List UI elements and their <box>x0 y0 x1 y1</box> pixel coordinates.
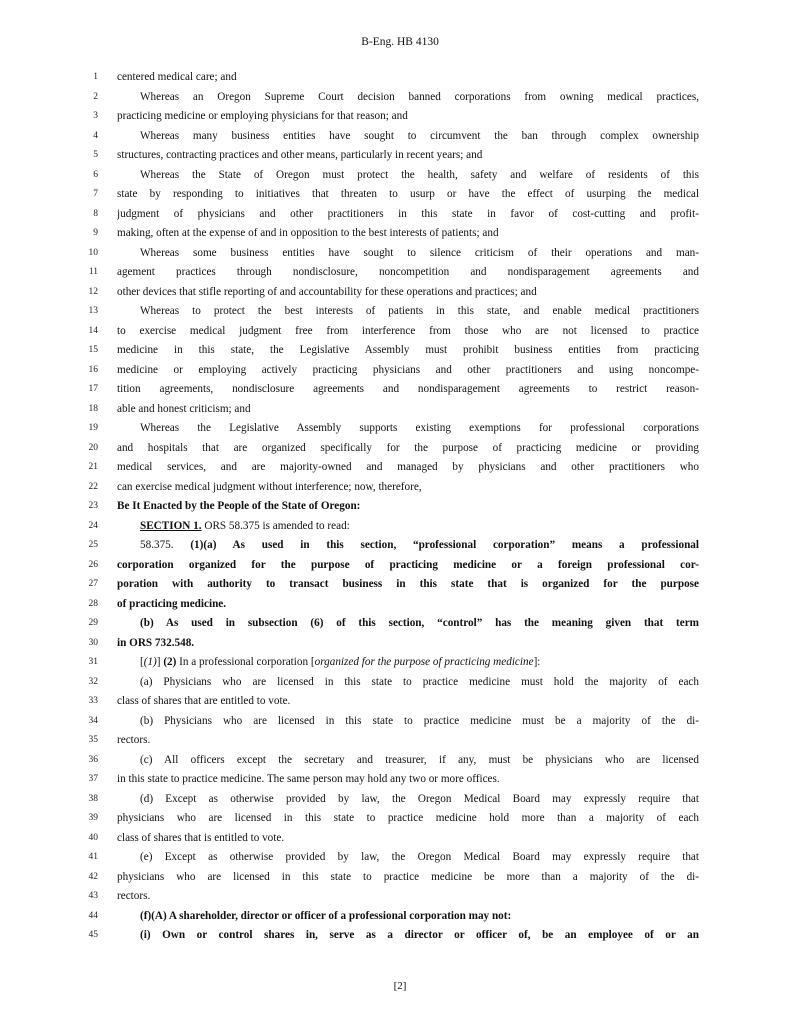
line-text <box>117 458 699 478</box>
line-text <box>140 419 699 439</box>
line-text <box>117 68 699 88</box>
line-text <box>117 341 699 361</box>
text-segment: agement practices through nondisclosure, noncompetition and nondisparagement agreements and <box>117 266 699 278</box>
line-text <box>117 400 699 420</box>
line-text <box>117 185 699 205</box>
text-segment: Whereas an Oregon Supreme Court decision banned corporations from owning medical practices, <box>140 90 699 103</box>
text-segment: (1) <box>143 656 157 668</box>
text-segment: ORS 58.375 is amended to read: <box>201 519 350 532</box>
line-number: 35 <box>88 735 98 745</box>
bill-line <box>0 146 800 166</box>
bill-line <box>0 302 800 322</box>
line-text <box>140 673 699 693</box>
line-text <box>117 380 699 400</box>
line-number: 36 <box>88 754 98 765</box>
bill-line <box>0 419 800 439</box>
text-segment: In a professional corporation [ <box>176 656 315 668</box>
line-text <box>140 848 699 868</box>
line-number: 20 <box>88 442 98 453</box>
line-number: 30 <box>88 637 98 648</box>
bill-line <box>0 244 800 264</box>
line-number: 9 <box>93 228 98 238</box>
line-number: 19 <box>88 423 98 433</box>
line-text <box>140 653 699 673</box>
text-segment: in ORS 732.548. <box>117 636 195 649</box>
line-text <box>117 575 699 595</box>
text-segment: rectors. <box>117 890 151 902</box>
line-number: 39 <box>88 813 98 823</box>
line-number: 33 <box>88 696 98 706</box>
line-number: 41 <box>88 852 98 862</box>
bill-line <box>0 575 800 595</box>
line-number: 6 <box>93 169 98 180</box>
bill-line <box>0 848 800 868</box>
line-text <box>117 829 699 849</box>
line-number: 24 <box>88 520 98 531</box>
text-segment: tition agreements, nondisclosure agreements and nondisparagement agreements to restrict reason- <box>117 383 699 395</box>
text-segment: ] <box>156 656 164 668</box>
line-number: 4 <box>93 130 98 141</box>
line-text <box>117 497 699 517</box>
text-segment: making, often at the expense of and in opposition to the best interests of patients; and <box>117 227 499 239</box>
bill-line <box>0 263 800 283</box>
line-number: 5 <box>93 150 98 160</box>
line-text <box>117 731 699 751</box>
line-text <box>117 283 699 303</box>
line-text <box>117 595 699 615</box>
line-text <box>117 770 699 790</box>
bill-line <box>0 614 800 634</box>
line-number: 22 <box>88 481 98 492</box>
bill-line <box>0 458 800 478</box>
text-segment: class of shares that is entitled to vote. <box>117 831 285 844</box>
text-segment: Whereas some business entities have sought to silence criticism of their operations and man- <box>140 246 699 259</box>
line-text <box>117 478 699 498</box>
line-number: 45 <box>88 930 98 940</box>
line-number: 27 <box>88 579 98 589</box>
line-number: 3 <box>93 111 98 121</box>
bill-line <box>0 868 800 888</box>
line-number: 12 <box>88 286 98 297</box>
line-text <box>117 322 699 342</box>
line-number: 1 <box>93 72 98 82</box>
line-number: 42 <box>88 871 98 882</box>
line-text <box>140 614 699 634</box>
bill-line <box>0 322 800 342</box>
text-segment: centered medical care; and <box>117 71 237 83</box>
text-segment: Whereas the State of Oregon must protect the health, safety and welfare of residents of this <box>140 168 699 181</box>
line-text <box>117 107 699 127</box>
bill-line <box>0 166 800 186</box>
line-number: 15 <box>88 345 98 355</box>
line-number: 10 <box>88 247 98 258</box>
text-segment: structures, contracting practices and other means, particularly in recent years; and <box>117 149 483 161</box>
bill-line <box>0 205 800 225</box>
bill-line <box>0 673 800 693</box>
text-segment: ]: <box>533 656 541 668</box>
line-number: 23 <box>88 501 98 511</box>
line-text <box>117 868 699 888</box>
text-segment: medicine in this state, the Legislative Assembly must prohibit business entities from practicing <box>117 344 699 356</box>
bill-line <box>0 478 800 498</box>
line-number: 44 <box>88 910 98 921</box>
line-text <box>117 439 699 459</box>
bill-line <box>0 692 800 712</box>
bill-line <box>0 634 800 654</box>
bill-line <box>0 341 800 361</box>
line-text <box>117 263 699 283</box>
text-segment: Whereas to protect the best interests of patients in this state, and enable medical practitioners <box>140 305 699 317</box>
text-segment: (b) As used in subsection (6) of this section, “control” has the meaning given that term <box>140 617 699 629</box>
line-text <box>140 751 699 771</box>
bill-line <box>0 497 800 517</box>
line-text <box>140 127 699 147</box>
bill-line <box>0 829 800 849</box>
text-segment: other devices that stifle reporting of and accountability for these operations and practices; and <box>117 285 537 298</box>
line-text <box>117 556 699 576</box>
text-segment: (f)(A) A shareholder, director or officer of a professional corporation may not: <box>140 909 512 922</box>
text-segment: (d) Except as otherwise provided by law, the Oregon Medical Board may expressly require that <box>140 792 699 805</box>
text-segment: 58.375. <box>140 539 191 551</box>
line-number: 37 <box>88 774 98 784</box>
line-text <box>117 634 699 654</box>
line-number: 40 <box>88 832 98 843</box>
bill-line <box>0 887 800 907</box>
bill-text-body <box>0 68 800 946</box>
page-number: [2] <box>393 980 407 992</box>
text-segment: medical services, and are majority-owned and managed by physicians and other practitioners who <box>117 461 699 473</box>
line-number: 29 <box>88 618 98 628</box>
bill-line <box>0 439 800 459</box>
line-number: 8 <box>93 208 98 219</box>
bill-line <box>0 380 800 400</box>
text-segment: corporation organized for the purpose of practicing medicine or a foreign professional cor- <box>117 558 699 571</box>
line-number: 13 <box>88 306 98 316</box>
bill-line <box>0 907 800 927</box>
line-text <box>117 205 699 225</box>
text-segment: able and honest criticism; and <box>117 402 251 415</box>
line-text <box>140 517 699 537</box>
bill-line <box>0 107 800 127</box>
text-segment: (e) Except as otherwise provided by law, the Oregon Medical Board may expressly require that <box>140 851 699 863</box>
line-text <box>140 926 699 946</box>
bill-line <box>0 127 800 147</box>
text-segment: Whereas the Legislative Assembly supports existing exemptions for professional corporations <box>140 422 699 434</box>
text-segment: [ <box>140 656 144 668</box>
line-number: 14 <box>88 325 98 336</box>
line-number: 25 <box>88 540 98 550</box>
bill-line <box>0 361 800 381</box>
text-segment: (i) Own or control shares in, serve as a director or officer of, be an employee of or an <box>140 929 699 941</box>
text-segment: (2) <box>163 656 177 668</box>
line-text <box>140 790 699 810</box>
text-segment: to exercise medical judgment free from interference from those who are not licensed to practice <box>117 324 699 337</box>
bill-line <box>0 809 800 829</box>
line-number: 32 <box>88 676 98 687</box>
line-text <box>117 361 699 381</box>
text-segment: and hospitals that are organized specifically for the purpose of practicing medicine or providing <box>117 441 699 454</box>
bill-line <box>0 185 800 205</box>
line-number: 11 <box>88 267 98 277</box>
text-segment: state by responding to initiatives that threaten to usurp or have the effect of usurping the medical <box>117 188 699 200</box>
line-text <box>140 712 699 732</box>
text-segment: judgment of physicians and other practitioners in this state in favor of cost-cutting and profit- <box>117 207 699 220</box>
line-number: 28 <box>88 598 98 609</box>
bill-line <box>0 653 800 673</box>
line-number: 16 <box>88 364 98 375</box>
line-text <box>140 244 699 264</box>
document-header: B-Eng. HB 4130 <box>361 36 439 48</box>
line-number: 21 <box>88 462 98 472</box>
text-segment: (c) All officers except the secretary and treasurer, if any, must be physicians who are licensed <box>140 753 699 766</box>
line-number: 2 <box>93 91 98 102</box>
text-segment: can exercise medical judgment without interference; now, therefore, <box>117 480 422 493</box>
text-segment: practicing medicine or employing physicians for that reason; and <box>117 110 408 122</box>
bill-line <box>0 400 800 420</box>
bill-line <box>0 556 800 576</box>
line-text <box>140 302 699 322</box>
bill-line <box>0 517 800 537</box>
line-number: 26 <box>88 559 98 570</box>
line-text <box>140 166 699 186</box>
text-segment: Be It Enacted by the People of the State of Oregon: <box>117 500 361 512</box>
text-segment: poration with authority to transact business in this state that is organized for the purpose <box>117 578 699 590</box>
text-segment: (1)(a) As used in this section, “professional corporation” means a professional <box>190 539 699 551</box>
bill-line <box>0 224 800 244</box>
bill-line <box>0 751 800 771</box>
line-number: 38 <box>88 793 98 804</box>
text-segment: SECTION 1. <box>140 519 202 532</box>
line-text <box>140 88 699 108</box>
bill-line <box>0 595 800 615</box>
text-segment: organized for the purpose of practicing medicine <box>314 656 534 668</box>
bill-line <box>0 770 800 790</box>
bill-line <box>0 536 800 556</box>
line-text <box>117 692 699 712</box>
line-number: 7 <box>93 189 98 199</box>
line-number: 43 <box>88 891 98 901</box>
text-segment: physicians who are licensed in this state to practice medicine be more than a majority of the di- <box>117 870 699 883</box>
line-number: 18 <box>88 403 98 414</box>
bill-line <box>0 88 800 108</box>
line-number: 31 <box>88 657 98 667</box>
text-segment: class of shares that are entitled to vote. <box>117 695 291 707</box>
line-text <box>140 536 699 556</box>
text-segment: (a) Physicians who are licensed in this state to practice medicine must hold the majority of each <box>140 675 699 688</box>
bill-line <box>0 283 800 303</box>
bill-line <box>0 68 800 88</box>
line-text <box>117 224 699 244</box>
text-segment: physicians who are licensed in this state to practice medicine hold more than a majority of each <box>117 812 699 824</box>
text-segment: Whereas many business entities have sought to circumvent the ban through complex ownership <box>140 129 699 142</box>
text-segment: medicine or employing actively practicing physicians and other practitioners and using noncompe- <box>117 363 699 376</box>
text-segment: in this state to practice medicine. The same person may hold any two or more offices. <box>117 773 500 785</box>
line-text <box>140 907 699 927</box>
text-segment: (b) Physicians who are licensed in this state to practice medicine must be a majority of the di- <box>140 714 699 727</box>
bill-line <box>0 926 800 946</box>
line-text <box>117 809 699 829</box>
line-text <box>117 146 699 166</box>
bill-line <box>0 790 800 810</box>
bill-line <box>0 731 800 751</box>
text-segment: of practicing medicine. <box>117 597 227 610</box>
line-text <box>117 887 699 907</box>
bill-line <box>0 712 800 732</box>
line-number: 17 <box>88 384 98 394</box>
text-segment: rectors. <box>117 734 151 746</box>
line-number: 34 <box>88 715 98 726</box>
